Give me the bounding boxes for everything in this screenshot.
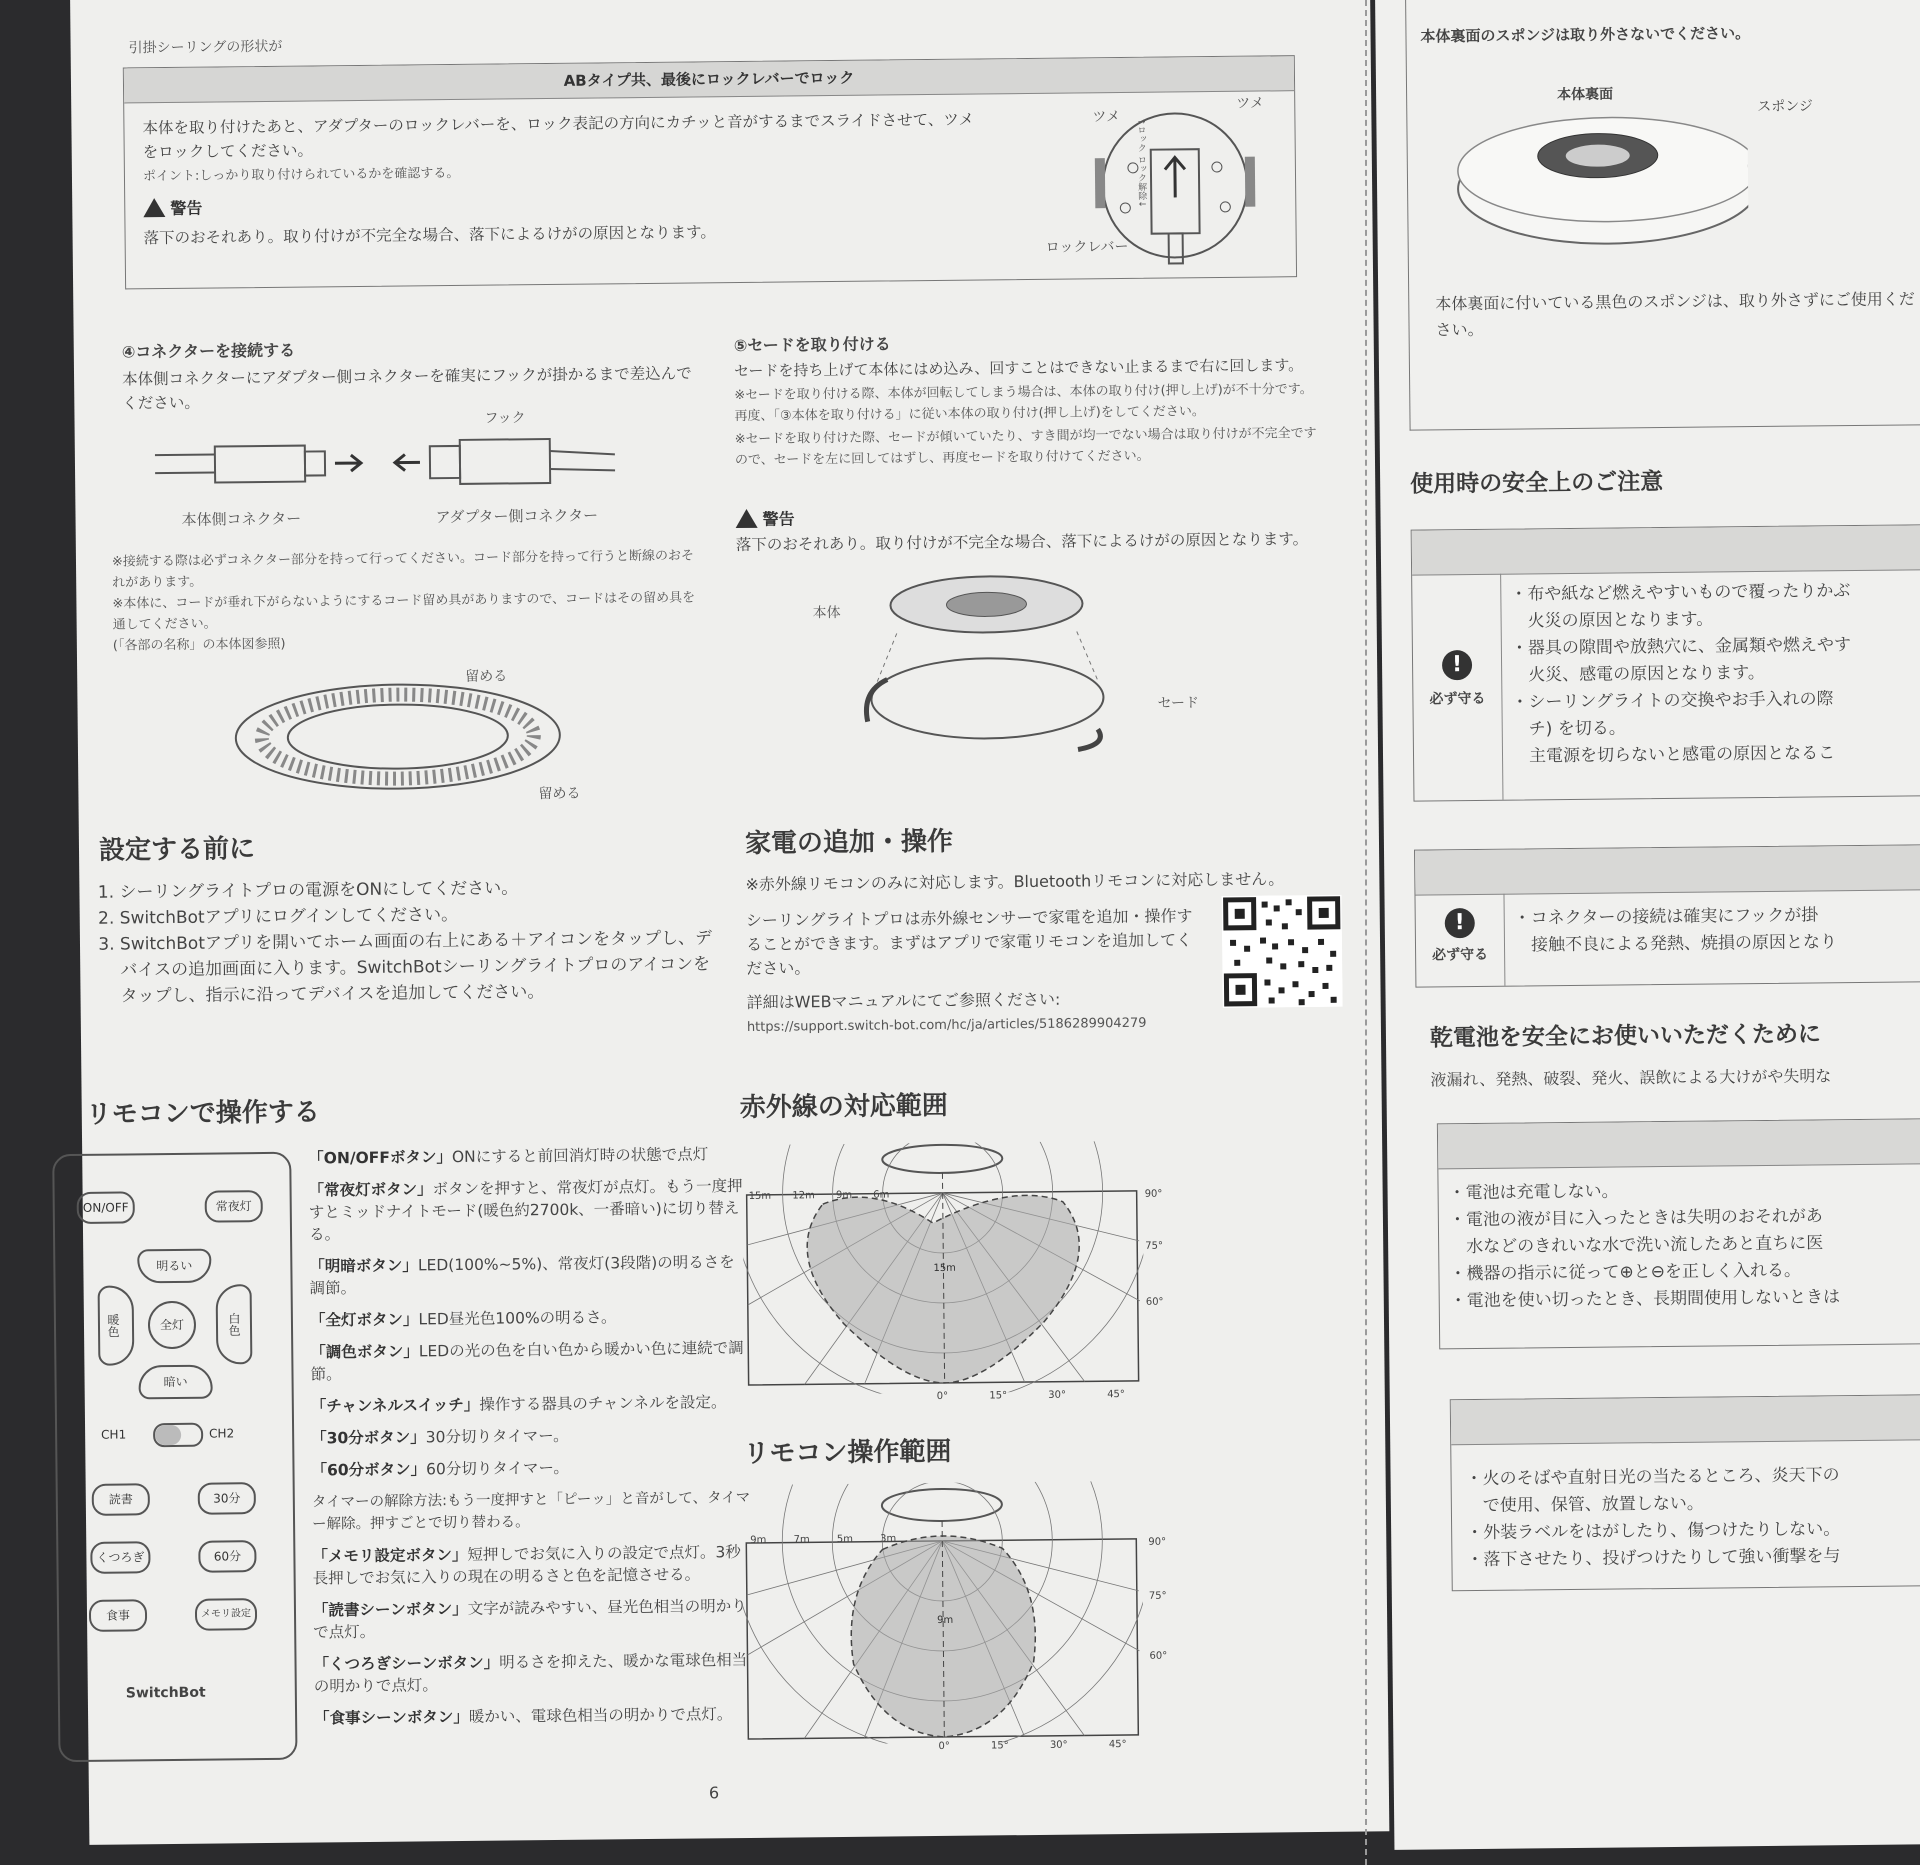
appliance-detail: 詳細はWEBマニュアルにてご参照ください: <box>746 989 1061 1012</box>
setup-step: 2. SwitchBotアプリにログインしてください。 <box>120 899 720 931</box>
fig-tsume-left: ツメ <box>1092 109 1121 126</box>
exclamation-icon: ! <box>1445 908 1475 938</box>
battery-table-2 <box>1450 1394 1920 1591</box>
fig-tsume-right: ツメ <box>1236 95 1265 112</box>
setup-step: 1. シーリングライトプロの電源をONにしてください。 <box>119 873 719 905</box>
list-item: 火災の原因となります。 <box>1510 609 1714 632</box>
list-item: ・シーリングライトの交換やお手入れの際 <box>1511 689 1834 713</box>
must-label: 必ず守る <box>1432 946 1489 964</box>
manual-page-left <box>70 0 1389 1845</box>
ir-top-labels: 15m 12m 9m 6m <box>748 1189 890 1202</box>
manual-url[interactable]: https://support.switch-bot.com/hc/ja/articles/5186289904279 <box>746 1015 1147 1035</box>
fig-lock-text: ↑ロック ロック解除↓ <box>1135 117 1147 208</box>
remote-control <box>52 1152 297 1762</box>
ab-type-box <box>123 55 1297 289</box>
remote-desc-item: 「30分ボタン」30分切りタイマー。 <box>311 1426 569 1448</box>
remote-desc-item: 「チャンネルスイッチ」操作する器具のチャンネルを設定。 <box>310 1393 727 1416</box>
table4-list <box>1465 1462 1840 1574</box>
meal-scene-button[interactable]: 食事 <box>89 1599 147 1632</box>
remote-desc-item: 「食事シーンボタン」暖かい、電球色相当の明かりで点灯。 <box>314 1705 733 1728</box>
ab-box-warning-text: 落下のおそれあり。取り付けが不完全な場合、落下によるけがの原因となります。 <box>143 223 716 248</box>
remote-top-labels: 9m 7m 5m 3m <box>750 1533 897 1546</box>
top-caption: 引掛シーリングの形状が <box>128 38 283 57</box>
night-light-button[interactable]: 常夜灯 <box>205 1190 263 1223</box>
list-item: 主電源を切らないと感電の原因となるこ <box>1511 743 1836 767</box>
appliance-title: 家電の追加・操作 <box>744 826 954 859</box>
table1-list <box>1510 578 1852 771</box>
ir-range-title: 赤外線の対応範囲 <box>739 1090 948 1124</box>
memory-button[interactable]: メモリ設定 <box>195 1598 257 1631</box>
remote-desc-item: 「ON/OFFボタン」ONにすると前回消灯時の状態で点灯 <box>308 1145 709 1168</box>
table-header <box>1415 845 1920 896</box>
setup-step: 3. SwitchBotアプリを開いてホーム画面の右上にある＋アイコンをタップし、デバイスの追加画面に入ります。SwitchBotシーリングライトプロのアイコンをタップし、指示に沿ってデバイスを追加してください。 <box>120 925 721 1009</box>
remote-center-label: 9m <box>937 1614 954 1627</box>
shade-note1: ※セードを取り付ける際、本体が回転してしまう場合は、本体の取り付け(押し上げ)が不十分です。再度、「③本体を取り付ける」に従い本体の取り付け(押し上げ)をしてください。 <box>734 382 1313 425</box>
remote-desc-item: 「くつろぎシーンボタン」明るさを抑えた、暖かな電球色相当の明かりで点灯。 <box>313 1651 748 1696</box>
darker-button[interactable]: 暗い <box>138 1365 212 1400</box>
white-color-button[interactable]: 白色 <box>216 1284 253 1364</box>
ab-box-warning <box>143 196 202 220</box>
battery-title: 乾電池を安全にお使いいただくために <box>1429 1021 1822 1052</box>
table-header <box>1438 1119 1920 1169</box>
ch2-label: CH2 <box>209 1426 235 1441</box>
shade-label-shade: セード <box>1157 695 1200 712</box>
ab-box-line1: 本体を取り付けたあと、アダプターのロックレバーを、ロック表記の方向にカチッと音がするまでスライドさせて、ツメ <box>142 110 975 138</box>
cord-clip-diagram <box>227 675 568 799</box>
sponge-diagram <box>1447 106 1748 249</box>
list-item: ・外装ラベルをはがしたり、傷つけたりしない。 <box>1466 1519 1841 1544</box>
exclamation-icon: ! <box>1442 650 1472 680</box>
list-item: 接触不良による発熱、焼損の原因となり <box>1513 932 1838 956</box>
fold-line <box>1365 0 1367 1865</box>
reading-scene-button[interactable]: 読書 <box>92 1483 150 1516</box>
safety-table-2 <box>1414 844 1920 988</box>
list-item: ・布や紙など燃えやすいもので覆ったりかぶ <box>1510 581 1851 605</box>
safety-table-1 <box>1411 524 1920 802</box>
sponge-body: 本体裏面に付いている黒色のスポンジは、取り外さずにご使用ください。 <box>1435 289 1915 340</box>
sponge-box <box>1405 0 1920 431</box>
remote-desc-item: 「調色ボタン」LEDの光の色を白い色から暖かい色に連続で調節。 <box>310 1339 744 1384</box>
remote-desc-item: 「読書シーンボタン」文字が読みやすい、昼光色相当の明かりで点灯。 <box>312 1597 747 1642</box>
remote-title: リモコンで操作する <box>85 1097 320 1130</box>
list-item: ・コネクターの接続は確実にフックが掛 <box>1513 905 1819 929</box>
list-item: ・電池を使い切ったとき、長期間使用しないときは <box>1449 1287 1841 1312</box>
remote-right-label: 90° <box>1148 1536 1167 1548</box>
shade-note2: ※セードを取り付けた際、セードが傾いていたり、すき間が均一でない場合は取り付けが不完全ですので、セードを左に回してはずし、再度セードを取り付けてください。 <box>734 425 1317 469</box>
remote-desc-item: タイマーの解除方法:もう一度押すと「ピーッ」と音がして、タイマー解除。押すごとで切り替わる。 <box>311 1489 751 1533</box>
ir-right-label: 90° <box>1144 1188 1163 1200</box>
tome-label-1: 留める <box>465 668 508 685</box>
sponge-label-sponge: スポンジ <box>1757 98 1813 116</box>
appliance-body: シーリングライトプロは赤外線センサーで家電を追加・操作することができます。まずはアプリで家電リモコンを追加してください。 <box>745 906 1193 978</box>
list-item: ・落下させたり、投げつけたりして強い衝撃を与 <box>1466 1546 1841 1571</box>
channel-switch[interactable] <box>153 1423 203 1448</box>
warm-color-button[interactable]: 暖色 <box>98 1285 135 1365</box>
appliance-note: ※赤外線リモコンのみに対応します。Bluetoothリモコンに対応しません。 <box>745 869 1285 894</box>
ab-box-point: ポイント:しっかり取り付けられているかを確認する。 <box>142 165 460 185</box>
full-light-button[interactable]: 全灯 <box>148 1301 197 1350</box>
fig-lock-lever: ロックレバー <box>1045 238 1129 256</box>
switchbot-logo: SwitchBot <box>125 1684 206 1702</box>
shade-body: セードを持ち上げて本体にはめ込み、回すことはできない止まるまで右に回します。 <box>733 356 1304 381</box>
remote-desc-item: 「全灯ボタン」LED昼光色100%の明るさ。 <box>309 1308 617 1330</box>
warning-label: 警告 <box>762 509 795 529</box>
qr-code <box>1222 895 1343 1008</box>
before-setup-title: 設定する前に <box>98 834 256 866</box>
remote-right-label: 60° <box>1149 1650 1168 1662</box>
list-item: で使用、保管、放置しない。 <box>1465 1493 1704 1517</box>
brighter-button[interactable]: 明るい <box>137 1249 211 1284</box>
table-header <box>1412 525 1920 576</box>
shade-warning <box>735 506 794 530</box>
sponge-label-back: 本体裏面 <box>1557 86 1614 104</box>
adapter-connector-label: アダプター側コネクター <box>435 506 599 527</box>
tome-label-2: 留める <box>538 785 581 803</box>
page-number: 6 <box>708 1783 720 1803</box>
list-item: ・機器の指示に従って⊕と⊖を正しく入れる。 <box>1449 1260 1802 1285</box>
warning-icon <box>735 509 757 528</box>
list-item: 火災、感電の原因となります。 <box>1511 662 1765 686</box>
remote-range-title: リモコン操作範囲 <box>743 1436 952 1470</box>
remote-desc-item: 「メモリ設定ボタン」短押しでお気に入りの設定で点灯。3秒長押しでお気に入りの現在の明るさと色を記憶させる。 <box>312 1543 741 1588</box>
safety-title: 使用時の安全上のご注意 <box>1410 469 1664 498</box>
remote-desc-item: 「常夜灯ボタン」ボタンを押すと、常夜灯が点灯。もう一度押すとミッドナイトモード(暖色約2700k、一番暗い)に切り替える。 <box>308 1177 743 1244</box>
must-label: 必ず守る <box>1429 690 1486 708</box>
list-item: チ) を切る。 <box>1511 718 1626 740</box>
list-item: ・器具の隙間や放熱穴に、金属類や燃えやす <box>1510 635 1851 659</box>
remote-right-label: 75° <box>1148 1590 1167 1602</box>
battery-intro: 液漏れ、発熱、破裂、発火、誤飲による大けがや失明な <box>1430 1066 1832 1090</box>
battery-table-1 <box>1437 1118 1920 1349</box>
connector-body: 本体側コネクターにアダプター側コネクターを確実にフックが掛かるまで差込んでください。 <box>121 364 692 413</box>
list-item: ・電池は充電しない。 <box>1448 1181 1619 1204</box>
ir-center-label: 15m <box>933 1262 956 1275</box>
ab-box-line2: をロックしてください。 <box>142 141 313 162</box>
list-item: 水などのきれいな水で洗い流したあと直ちに医 <box>1449 1233 1824 1258</box>
remote-descriptions <box>308 1143 754 1740</box>
shade-diagram <box>846 569 1128 762</box>
before-setup-steps <box>97 873 720 1010</box>
connector-note3: (「各部の名称」の本体図参照) <box>112 636 286 654</box>
table-header <box>1451 1395 1920 1445</box>
list-item: ・電池の液が目に入ったときは失明のおそれがあ <box>1448 1206 1823 1231</box>
remote-desc-item: 「明暗ボタン」LED(100%~5%)、常夜灯(3段階)の明るさを調節。 <box>309 1253 735 1298</box>
connector-diagram <box>155 424 676 499</box>
timer-60-button[interactable]: 60分 <box>198 1540 256 1573</box>
relax-scene-button[interactable]: くつろぎ <box>90 1541 150 1574</box>
warning-label: 警告 <box>170 198 203 218</box>
onoff-button[interactable]: ON/OFF <box>77 1191 135 1224</box>
connector-note1: ※接続する際は必ずコネクター部分を持って行ってください。コード部分を持って行うと断線のおそれがあります。 <box>111 548 695 591</box>
shade-label-body: 本体 <box>812 604 841 622</box>
table3-list <box>1448 1176 1840 1315</box>
remote-bottom-labels: 0° 15° 30° 45° <box>938 1739 1127 1753</box>
ir-right-label: 60° <box>1145 1296 1164 1308</box>
ir-bottom-labels: 0° 15° 30° 45° <box>936 1389 1125 1403</box>
body-connector-label: 本体側コネクター <box>181 509 302 529</box>
must-cell <box>1415 894 1505 987</box>
ir-right-label: 75° <box>1145 1240 1164 1252</box>
connector-title: ④コネクターを接続する <box>121 340 296 362</box>
warning-icon <box>143 198 165 217</box>
timer-30-button[interactable]: 30分 <box>198 1482 256 1515</box>
shade-warning-text: 落下のおそれあり。取り付けが不完全な場合、落下によるけがの原因となります。 <box>735 530 1309 555</box>
must-cell <box>1412 574 1503 801</box>
ch1-label: CH1 <box>101 1427 127 1442</box>
list-item: ・火のそばや直射日光の当たるところ、炎天下の <box>1465 1465 1840 1490</box>
hook-label: フック <box>484 410 526 427</box>
manual-page-right <box>1375 0 1920 1850</box>
remote-range-diagram <box>742 1481 1145 1745</box>
ab-box-header: ABタイプ共、最後にロックレバーでロック <box>124 56 1294 103</box>
connector-note2: ※本体に、コードが垂れ下がらないようにするコード留め具がありますので、コードはその留め具を通してください。 <box>112 590 696 633</box>
shade-title: ⑤セードを取り付ける <box>733 334 891 356</box>
sponge-caption: 本体裏面のスポンジは取り外さないでください。 <box>1420 24 1751 46</box>
table2-list <box>1514 902 1838 959</box>
remote-desc-item: 「60分ボタン」60分切りタイマー。 <box>311 1458 569 1480</box>
